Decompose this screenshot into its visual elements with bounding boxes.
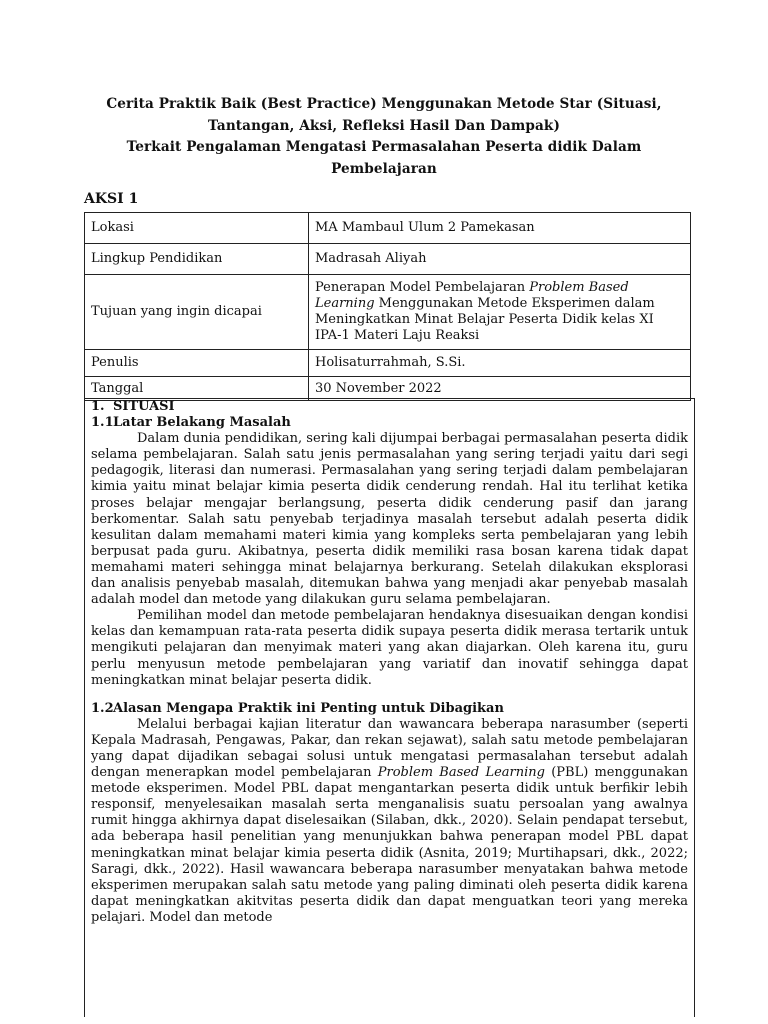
subsection-title: Latar Belakang Masalah xyxy=(113,415,291,431)
title-line-2: Tantangan, Aksi, Refleksi Hasil Dan Dampak) xyxy=(208,117,560,134)
paragraph-text: Melalui berbagai kajian literatur dan wawancara beberapa narasumber (seperti Kepala Madrasah, Pengawas, Pakar, dan rekan sejawat), salah satu metode pembelajaran yang dapat dijadikan sebagai solusi untuk mengatasi permasalahan tersebut adalah dengan menerapkan model pembelajaran xyxy=(91,716,688,781)
info-value: Madrasah Aliyah xyxy=(309,244,691,275)
subsection-heading xyxy=(91,701,688,717)
info-key: Tujuan yang ingin dicapai xyxy=(85,275,309,350)
title-line-4: Pembelajaran xyxy=(331,160,437,177)
table-row xyxy=(85,213,691,244)
subsection-number: 1.2 xyxy=(91,700,114,716)
info-key: Penulis xyxy=(85,350,309,377)
title-line-1: Cerita Praktik Baik (Best Practice) Menggunakan Metode Star (Situasi, xyxy=(106,96,662,112)
document-title xyxy=(80,94,688,180)
section-label: AKSI 1 xyxy=(84,191,139,207)
info-value: MA Mambaul Ulum 2 Pamekasan xyxy=(309,213,691,244)
info-key: Lokasi xyxy=(85,213,309,244)
table-row xyxy=(85,377,691,401)
info-value: 30 November 2022 xyxy=(309,377,691,401)
paragraph-text: (PBL) menggunakan metode eksperimen. Model PBL dapat mengantarkan peserta didik untuk berfikir lebih responsif, menyelesaikan masalah serta menganalisis suatu persoalan yang awalnya rumit hingga akhirnya dapat diselesaikan (Silaban, dkk., 2020). Selain pendapat tersebut, ada beberapa hasil penelitian yang menunjukkan bahwa penerapan model PBL dapat meningkatkan minat belajar kimia peserta didik (Asnita, 2019; Murtihapsari, dkk., 2022; Saragi, dkk., 2022). Hasil wawancara beberapa narasumber menyatakan bahwa metode eksperimen merupakan salah satu metode yang paling diminati oleh peserta didik karena dapat meningkatkan akitvitas peserta didik dan dapat menguatkan teori yang mereka pelajari. Model dan metode xyxy=(91,765,689,925)
content-box xyxy=(84,398,695,1017)
info-value: Holisaturrahmah, S.Si. xyxy=(309,350,691,377)
paragraph-emphasis: Problem Based Learning xyxy=(377,765,545,781)
info-value xyxy=(309,275,691,350)
value-text: Menggunakan Metode Eksperimen dalam Meningkatkan Minat Belajar Peserta Didik kelas XI IPA-1 Materi Laju Reaksi xyxy=(315,296,655,343)
value-text: Penerapan Model Pembelajaran xyxy=(315,280,530,295)
table-row xyxy=(85,275,691,350)
subsection-number: 1.1 xyxy=(91,415,114,431)
table-row xyxy=(85,244,691,275)
info-table xyxy=(84,212,691,401)
section-title: SITUASI xyxy=(113,399,175,414)
table-row xyxy=(85,350,691,377)
paragraph xyxy=(91,717,688,926)
subsection-heading xyxy=(91,415,688,431)
title-line-3: Terkait Pengalaman Mengatasi Permasalahan Peserta didik Dalam xyxy=(126,139,642,155)
info-key: Tanggal xyxy=(85,377,309,401)
paragraph: Pemilihan model dan metode pembelajaran hendaknya disesuaikan dengan kondisi kelas dan kemampuan rata-rata peserta didik supaya peserta didik merasa tertarik untuk mengikuti pelajaran dan menyimak materi yang akan diajarkan. Oleh karena itu, guru perlu menyusun metode pembelajaran yang variatif dan inovatif sehingga dapat meningkatkan minat belajar peserta didik. xyxy=(91,608,688,688)
value-emphasis: Problem Based Learning xyxy=(315,280,629,311)
info-key: Lingkup Pendidikan xyxy=(85,244,309,275)
section-heading xyxy=(91,399,688,415)
subsection-title: Alasan Mengapa Praktik ini Penting untuk Dibagikan xyxy=(113,700,504,716)
paragraph: Dalam dunia pendidikan, sering kali dijumpai berbagai permasalahan peserta didik selama pembelajaran. Salah satu jenis permasalahan yang sering terjadi yaitu dari segi pedagogik, literasi dan numerasi. Permasalahan yang sering terjadi dalam pembelajaran kimia yaitu minat belajar kimia peserta didik cenderung rendah. Hal itu terlihat ketika proses belajar mengajar berlangsung, peserta didik cenderung pasif dan jarang berkomentar. Salah satu penyebab terjadinya masalah tersebut adalah peserta didik kesulitan dalam memahami materi kimia yang kompleks serta pembelajaran yang lebih berpusat pada guru. Akibatnya, peserta didik memiliki rasa bosan karena tidak dapat memahami materi sehingga minat belajarnya berkurang. Setelah dilakukan eksplorasi dan analisis penyebab masalah, ditemukan bahwa yang menjadi akar penyebab masalah adalah model dan metode yang dilakukan guru selama pembelajaran. xyxy=(91,431,688,608)
section-number: 1. xyxy=(91,399,105,414)
